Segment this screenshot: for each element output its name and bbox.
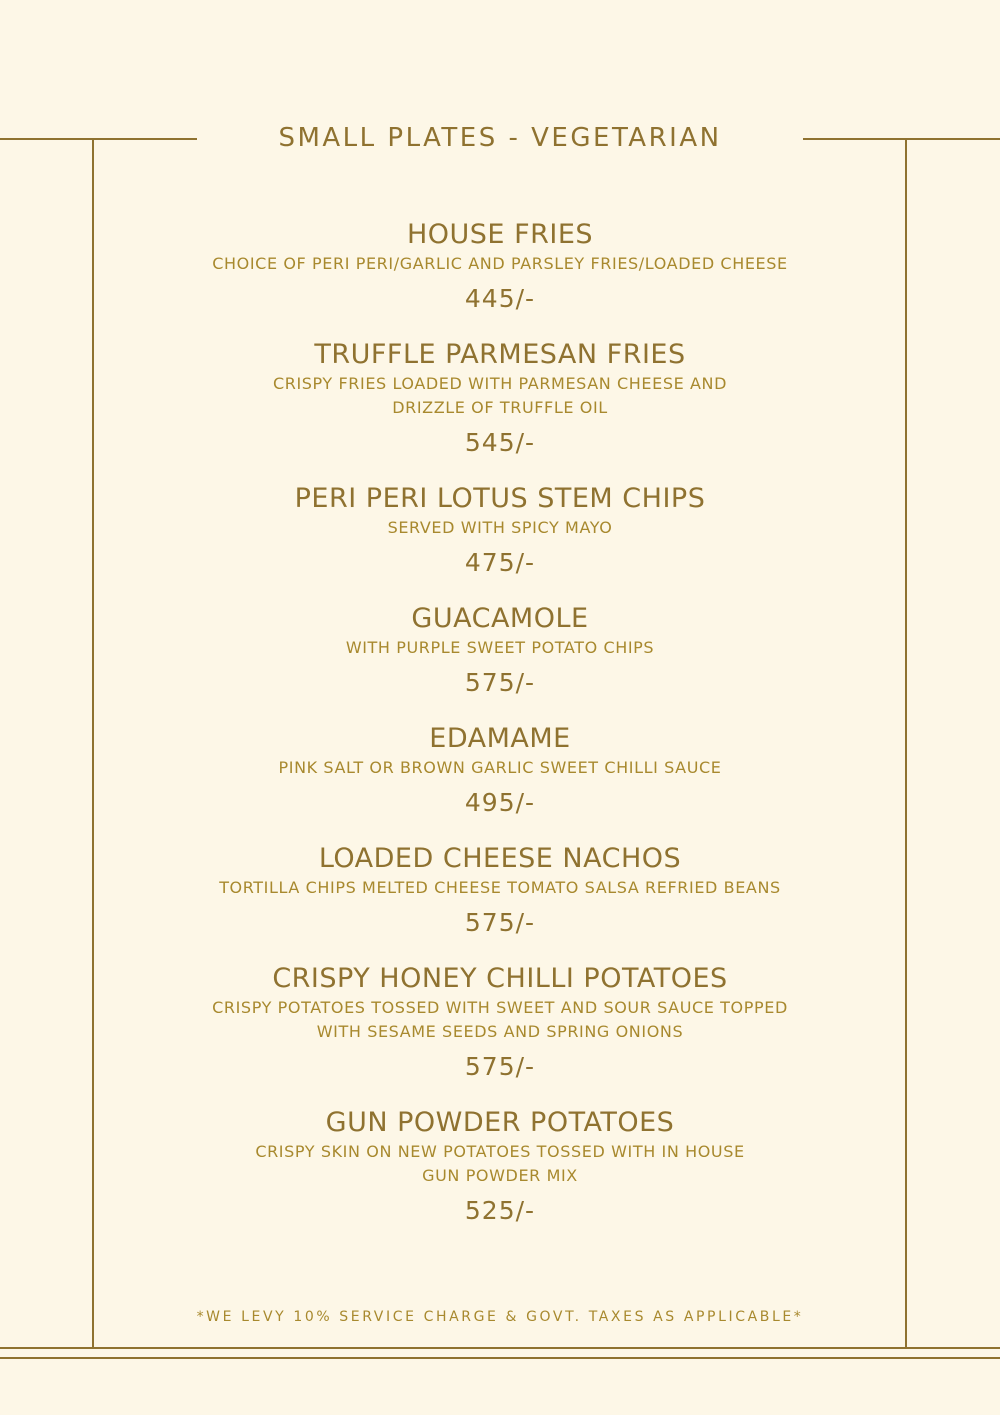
menu-item <box>100 604 900 698</box>
item-price: 495/- <box>464 788 536 817</box>
item-name: GUACAMOLE <box>411 603 589 634</box>
item-description: DRIZZLE OF TRUFFLE OIL <box>392 398 608 417</box>
item-price: 445/- <box>464 284 536 313</box>
item-name: HOUSE FRIES <box>406 219 594 250</box>
item-description: GUN POWDER MIX <box>422 1166 578 1185</box>
item-description: CRISPY POTATOES TOSSED WITH SWEET AND SOUR SAUCE TOPPED <box>212 998 788 1017</box>
menu-item <box>100 340 900 458</box>
item-price: 575/- <box>464 1052 536 1081</box>
menu-item <box>100 724 900 818</box>
menu-item <box>100 220 900 314</box>
item-description: TORTILLA CHIPS MELTED CHEESE TOMATO SALSA REFRIED BEANS <box>219 878 781 897</box>
section-title: SMALL PLATES - VEGETARIAN <box>278 123 722 153</box>
item-description: PINK SALT OR BROWN GARLIC SWEET CHILLI SAUCE <box>278 758 722 777</box>
frame-right-border <box>905 138 907 1349</box>
item-description: WITH PURPLE SWEET POTATO CHIPS <box>345 638 655 657</box>
item-description: CRISPY SKIN ON NEW POTATOES TOSSED WITH IN HOUSE <box>255 1142 745 1161</box>
item-description: WITH SESAME SEEDS AND SPRING ONIONS <box>316 1022 684 1041</box>
item-name: EDAMAME <box>429 723 571 754</box>
item-price: 475/- <box>464 548 536 577</box>
item-price: 525/- <box>464 1196 536 1225</box>
item-name: PERI PERI LOTUS STEM CHIPS <box>294 483 706 514</box>
menu-item <box>100 1108 900 1226</box>
item-name: LOADED CHEESE NACHOS <box>318 843 682 874</box>
item-name: CRISPY HONEY CHILLI POTATOES <box>272 963 728 994</box>
item-price: 575/- <box>464 908 536 937</box>
item-price: 545/- <box>464 428 536 457</box>
bottom-rule-upper <box>0 1347 1000 1349</box>
item-name: GUN POWDER POTATOES <box>325 1107 675 1138</box>
item-price: 575/- <box>464 668 536 697</box>
item-description: SERVED WITH SPICY MAYO <box>387 518 613 537</box>
service-charge-note: *WE LEVY 10% SERVICE CHARGE & GOVT. TAXES AS APPLICABLE* <box>196 1309 804 1325</box>
menu-item <box>100 484 900 578</box>
menu-item <box>100 844 900 938</box>
item-name: TRUFFLE PARMESAN FRIES <box>314 339 686 370</box>
bottom-rule-lower <box>0 1357 1000 1359</box>
item-description: CHOICE OF PERI PERI/GARLIC AND PARSLEY FRIES/LOADED CHEESE <box>212 254 788 273</box>
frame-left-border <box>92 138 94 1349</box>
item-description: CRISPY FRIES LOADED WITH PARMESAN CHEESE AND <box>272 374 728 393</box>
menu-item <box>100 964 900 1082</box>
